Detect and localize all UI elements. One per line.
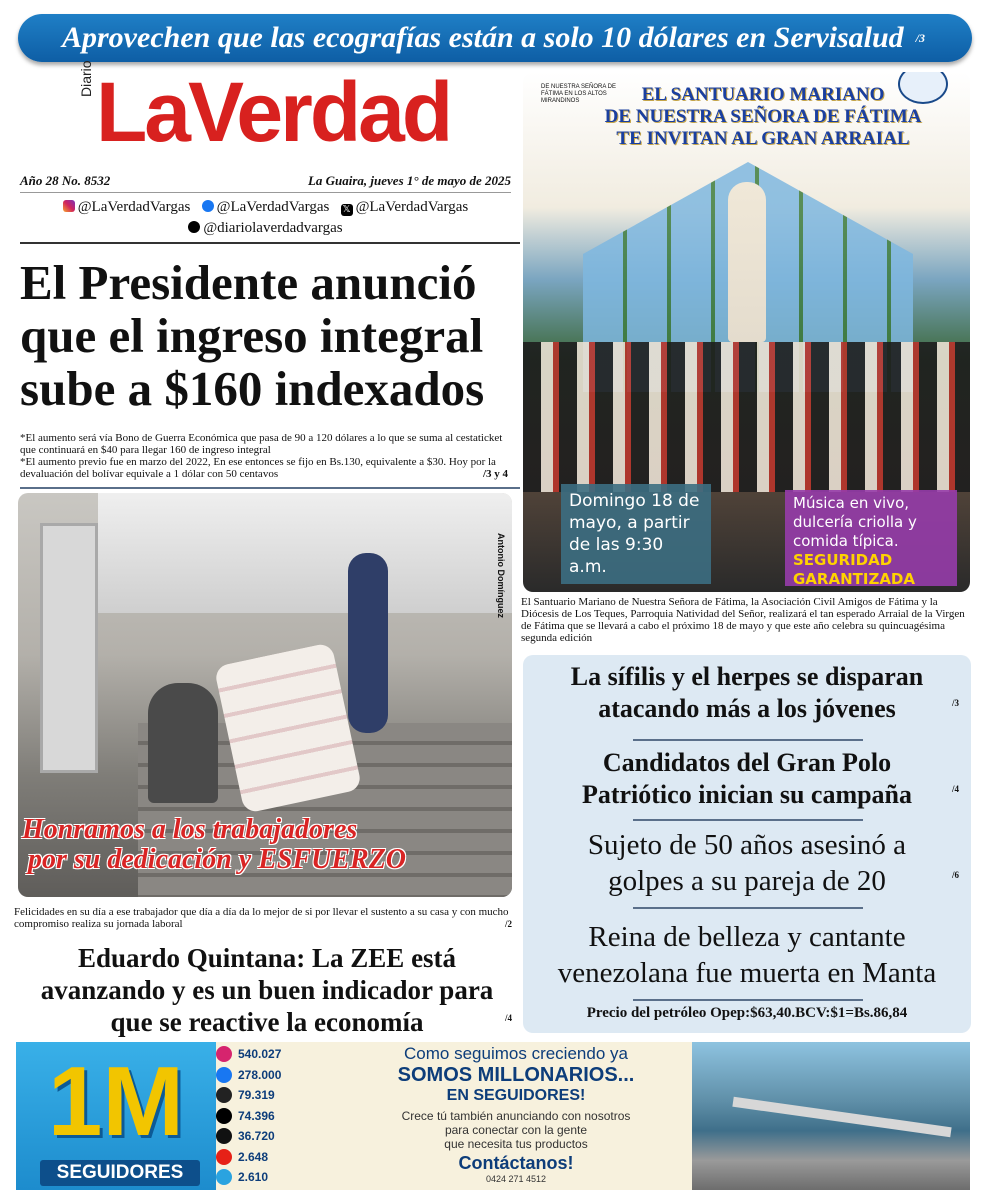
facebook-link[interactable]: @LaVerdadVargas — [202, 199, 330, 215]
top-banner-ref: /3 — [915, 30, 926, 45]
oil-price: Precio del petróleo Opep:$63,40.BCV:$1=Bs.86,84 — [586, 1005, 908, 1021]
photo-door — [40, 523, 98, 773]
ad-stats: 540.027 278.000 79.319 74.396 36.720 2.648 2.610 — [216, 1044, 336, 1188]
flyer-date: Domingo 18 de mayo, a partir de las 9:30 a.m. — [561, 484, 711, 584]
lead-bullets — [20, 432, 520, 480]
tiktok-icon — [188, 221, 200, 233]
lead-bullet-1: *El aumento será vía Bono de Guerra Económica que pasa de 90 a 120 dólares a lo que se suma al cestaticket que continuará en $40 para llegar 160 de ingreso integral — [20, 432, 503, 456]
lead-headline[interactable]: El Presidente anunció que el ingreso integral sube a $160 indexados — [20, 255, 485, 416]
divider — [633, 819, 863, 821]
facebook-icon — [216, 1067, 232, 1083]
photo-overlay-title: Honramos a los trabajadores por su dedicación y ESFUERZO — [22, 814, 407, 875]
tiktok-link[interactable]: @diariolaverdadvargas — [188, 220, 342, 236]
facebook-icon — [202, 200, 214, 212]
ad-message: Como seguimos creciendo ya SOMOS MILLONARIOS... EN SEGUIDORES! Crece tú también anunciando con nosotros para conectar con la gente que necesita tus productos Contáctanos! 0424 271 4512 — [336, 1042, 696, 1184]
port-photo — [692, 1042, 970, 1190]
issue-number: Año 28 No. 8532 — [20, 173, 111, 188]
contact-cta[interactable]: Contáctanos! — [458, 1153, 574, 1173]
divider — [633, 907, 863, 909]
youtube-icon — [216, 1149, 232, 1165]
flyer-caption: El Santuario Mariano de Nuestra Señora de Fátima, la Asociación Civil Amigos de Fátima y la Diócesis de Los Teques, Parroquia Natividad del Señor, realizará el tan esperado Arraial de la Virgen de Fátima que se llevará a cabo el próximo 18 de mayo y que este año celebra su quincuagésima segunda edición — [521, 596, 965, 644]
flyer-org: DE NUESTRA SEÑORA DE FÁTIMA EN LOS ALTOS MIRANDINOS — [541, 84, 617, 104]
crowd-photo — [523, 342, 970, 492]
top-banner-text: Aprovechen que las ecografías están a solo 10 dólares en Servisalud — [62, 21, 904, 54]
news-item[interactable]: Candidatos del Gran Polo Patriótico inician su campaña /4 — [581, 748, 959, 809]
virgin-statue — [728, 182, 766, 342]
divider — [633, 739, 863, 741]
contact-phone: 0424 271 4512 — [485, 1174, 547, 1184]
photo-credit: Antonio Domínguez — [496, 533, 506, 618]
fatima-flyer[interactable] — [523, 72, 970, 592]
instagram-link[interactable]: @LaVerdadVargas — [63, 199, 191, 215]
news-item[interactable]: Sujeto de 50 años asesinó a golpes a su pareja de 20 /6 — [587, 829, 959, 897]
divider — [633, 999, 863, 1001]
photo-caption: Felicidades en su día a ese trabajador que día a día da lo mejor de si por llevar el sustento a su casa y con mucho compromiso realiza su jornada laboral /2 — [14, 906, 512, 930]
divider — [20, 487, 520, 489]
telegram-icon — [216, 1169, 232, 1185]
social-handles — [20, 197, 511, 239]
issue-line — [20, 173, 511, 193]
logo-diario: Diario — [78, 60, 94, 97]
instagram-icon — [216, 1046, 232, 1062]
top-banner[interactable] — [18, 14, 972, 62]
instagram-icon — [63, 200, 75, 212]
flyer-title: EL SANTUARIO MARIANO DE NUESTRA SEÑORA DE FÁTIMA TE INVITAN AL GRAN ARRAIAL — [604, 84, 922, 149]
photo-ref: /2 — [504, 919, 512, 929]
place-date: La Guaira, jueves 1° de mayo de 2025 — [307, 173, 511, 188]
newspaper-logo: LaVerdad — [96, 65, 451, 159]
workers-photo[interactable] — [18, 493, 512, 897]
x-icon — [216, 1108, 232, 1124]
photo-person — [348, 553, 388, 733]
photo-ceiling — [98, 493, 512, 613]
ad-1m: 1M — [47, 1046, 185, 1156]
news-item[interactable]: Reina de belleza y cantante venezolana fue muerta en Manta — [557, 921, 937, 989]
quintana-headline[interactable]: Eduardo Quintana: La ZEE está avanzando y es un buen indicador para que se reactive la economía /4 — [40, 943, 512, 1037]
headlines-box — [523, 655, 971, 1033]
lead-bullet-2: *El aumento previo fue en marzo del 2022, En ese entonces se fijo en Bs.130, equivalente a $30. Hoy por la devaluación del bolívar equivale a 1 dólar con 50 centavos — [20, 456, 496, 480]
divider — [20, 242, 520, 244]
followers-ad[interactable] — [16, 1042, 970, 1190]
ad-seguidores: SEGUIDORES — [40, 1160, 200, 1186]
photo-person — [148, 683, 218, 803]
x-icon: 𝕏 — [342, 204, 351, 215]
news-item[interactable]: La sífilis y el herpes se disparan atacando más a los jóvenes /3 — [570, 662, 959, 723]
threads-icon — [216, 1087, 232, 1103]
quintana-ref: /4 — [504, 1013, 512, 1023]
x-link[interactable]: 𝕏 @LaVerdadVargas — [342, 199, 469, 215]
pier — [732, 1097, 951, 1138]
lead-ref: /3 y 4 — [482, 468, 508, 480]
tiktok-icon — [216, 1128, 232, 1144]
flyer-info: Música en vivo, dulcería criolla y comida típica. SEGURIDAD GARANTIZADA — [785, 490, 957, 586]
